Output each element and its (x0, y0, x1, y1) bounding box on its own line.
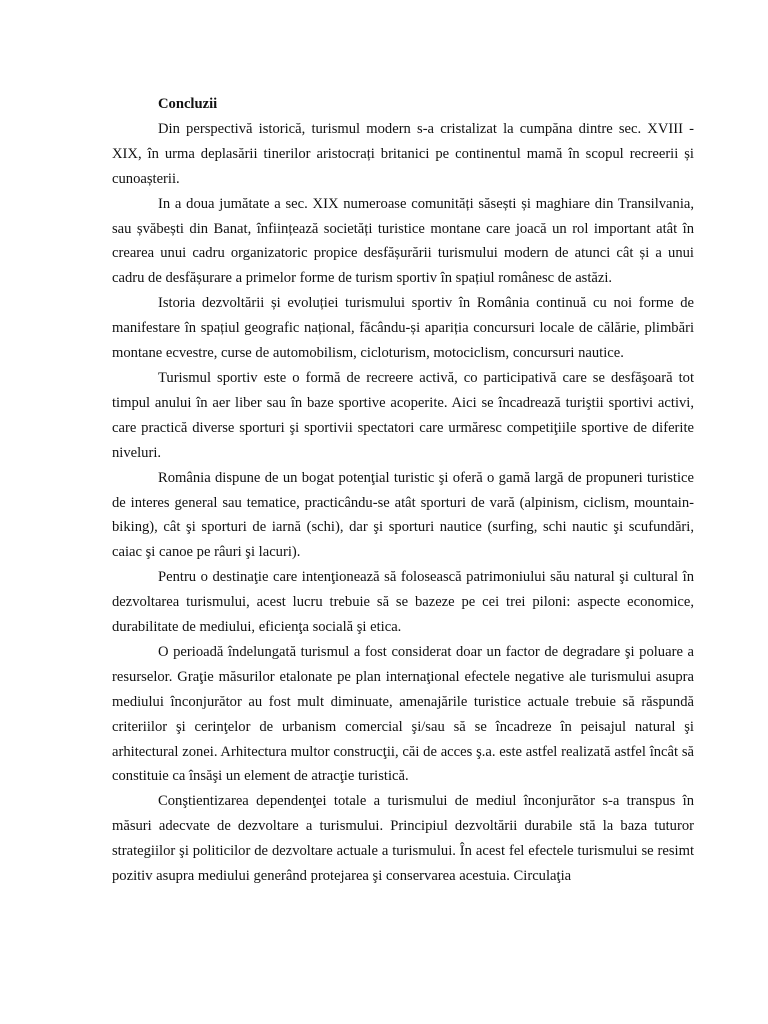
paragraph-3: Istoria dezvoltării și evoluției turismului sportiv în România continuă cu noi forme de manifestare în spațiul geografic național, făcându-și apariția concursuri locale de călărie, plimbări montane ecvestre, curse de automobilism, cicloturism, motociclism, concursuri nautice. (112, 295, 694, 362)
paragraph-4: Turismul sportiv este o formă de recreere activă, co participativă care se desfăşoară tot timpul anului în aer liber sau în baze sportive acoperite. Aici se încadrează turiştii sportivi activi, care practică diverse sporturi şi sportivii spectatori care urmăresc competiţiile sportive de diferite niveluri. (112, 369, 694, 461)
paragraph-7: O perioadă îndelungată turismul a fost considerat doar un factor de degradare şi poluare a resurselor. Graţie măsurilor etalonate pe plan internaţional efectele negative ale turismului asupra mediului înconjurător au fost mult diminuate, amenajările turistice actuale trebuie să răspundă criteriilor şi cerinţelor de urbanism comercial şi/sau să se încadreze în peisajul natural şi arhitectural zonei. Arhitectura multor construcţii, căi de acces ş.a. este astfel realizată astfel încât să constituie ca însăşi un element de atracţie turistică. (112, 643, 694, 785)
page-content (112, 92, 694, 889)
paragraph-1: Din perspectivă istorică, turismul modern s-a cristalizat la cumpăna dintre sec. XVIII - XIX, în urma deplasării tinerilor aristocrați britanici pe continentul mamă în scopul recreerii și cunoașterii. (112, 120, 694, 187)
paragraph-2: In a doua jumătate a sec. XIX numeroase comunități săsești și maghiare din Transilvania, sau șvăbești din Banat, înființează societăți turistice montane care joacă un rol important atât în crearea unui cadru organizatoric propice desfășurării turismului modern de atunci cât și a unui cadru de desfășurare a primelor forme de turism sportiv în spațiul românesc de astăzi. (112, 195, 694, 287)
paragraph-6: Pentru o destinaţie care intenţionează să folosească patrimoniului său natural şi cultural în dezvoltarea turismului, acest lucru trebuie să se bazeze pe cei trei piloni: aspecte economice, durabilitate de mediului, eficienţa socială şi etica. (112, 569, 694, 636)
paragraph-8: Conştientizarea dependenţei totale a turismului de mediul înconjurător s-a transpus în măsuri adecvate de dezvoltare a turismului. Principiul dezvoltării durabile stă la baza tuturor strategiilor şi politicilor de dezvoltare actuale a turismului. În acest fel efectele turismului se resimt pozitiv asupra mediului generând protejarea şi conservarea acestuia. Circulaţia (112, 793, 694, 885)
section-heading: Concluzii (158, 96, 218, 112)
paragraph-5: România dispune de un bogat potenţial turistic şi oferă o gamă largă de propuneri turistice de interes general sau tematice, practicându-se atât sporturi de vară (alpinism, ciclism, mountain-biking), cât şi sporturi de iarnă (schi), dar şi sporturi nautice (surfing, schi nautic şi scufundări, caiac şi canoe pe râuri şi lacuri). (112, 469, 694, 561)
